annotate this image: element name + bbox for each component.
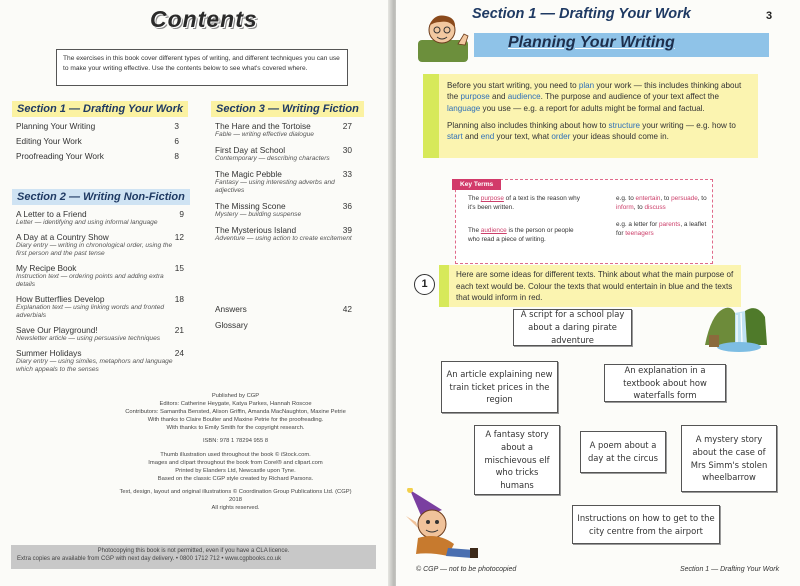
publisher-line: Based on the classic CGP style created by Richard Parsons.	[157, 475, 314, 482]
key-term-word: discuss	[644, 204, 666, 211]
key-term-word: entertain	[635, 195, 661, 202]
text-run: your text, what	[494, 132, 552, 142]
toc-item[interactable]: First Day at School 30 Contemporary — describing characters	[215, 145, 352, 162]
toc-item[interactable]: Planning Your Writing 3	[16, 121, 179, 131]
publisher-line: Printed by Elanders Ltd, Newcastle upon Tyne.	[175, 467, 296, 474]
key-term-example	[616, 220, 708, 238]
intro-paragraph-2	[447, 120, 750, 143]
waterfall-icon	[701, 295, 769, 353]
text-run: . The purpose and audience of your text affect the	[540, 92, 719, 102]
publisher-line: With thanks to Claire Boulter and Maxine Petrie for the proofreading.	[147, 417, 324, 424]
publisher-line: With thanks to Emily Smith for the copyright research.	[166, 425, 305, 432]
key-term-example	[616, 194, 708, 212]
toc-item[interactable]: Summer Holidays 24 Diary entry — using similes, metaphors and language which appeals to the senses	[16, 348, 184, 373]
question-number: 1	[414, 274, 435, 295]
elf-character-icon	[402, 488, 482, 562]
question-text: Here are some ideas for different texts. Think about what the main purpose of each text would be. Colour the texts that would entertain in blue and the texts that would inform in red.	[439, 265, 741, 307]
contents-title: Contents	[150, 6, 258, 32]
highlighted-keyword: order	[551, 132, 571, 142]
left-page	[0, 0, 392, 586]
toc-item[interactable]: The Magic Pebble 33 Fantasy — using interesting adverbs and adjectives	[215, 169, 352, 194]
key-term-definition	[468, 226, 580, 244]
publisher-line: Text, design, layout and original illustrations © Coordination Group Publications Ltd. (CGP) 2018	[119, 488, 352, 504]
page-title: Planning Your Writing	[508, 34, 675, 51]
highlighted-keyword: audience	[507, 92, 541, 102]
highlighted-keyword: language	[447, 103, 481, 113]
toc-item[interactable]: My Recipe Book 15 Instruction text — ordering points and adding extra details	[16, 263, 184, 288]
key-term-word: audience	[480, 227, 507, 234]
highlighted-keyword: structure	[608, 120, 641, 130]
section-1-list	[16, 121, 179, 161]
toc-item-answers[interactable]: Answers 42	[215, 304, 352, 314]
page-number: 3	[766, 10, 773, 22]
publisher-line: All rights reserved.	[211, 505, 260, 512]
text-card-train-tickets[interactable]: An article explaining new train ticket prices in the region	[441, 361, 558, 413]
text-card-mystery-story[interactable]: A mystery story about the case of Mrs Simm's stolen wheelbarrow	[681, 425, 777, 492]
key-term-definition	[468, 194, 580, 212]
section-3-list	[215, 121, 352, 243]
text-run: , to	[660, 195, 672, 202]
text-run: your writing — e.g. how to	[640, 120, 736, 130]
intro-box	[423, 74, 758, 158]
footer-copyright: © CGP — not to be photocopied	[416, 566, 517, 573]
highlighted-keyword: purpose	[460, 92, 490, 102]
text-card-fantasy-story[interactable]: A fantasy story about a mischievous elf who tricks humans	[474, 425, 560, 495]
toc-item[interactable]: Save Our Playground! 21 Newsletter article — using persuasive techniques	[16, 325, 184, 342]
toc-item[interactable]: The Hare and the Tortoise 27 Fable — writing effective dialogue	[215, 121, 352, 138]
highlighted-keyword: end	[480, 132, 495, 142]
publisher-line: Published by CGP	[211, 393, 260, 399]
toc-item[interactable]: The Missing Scone 36 Mystery — building suspense	[215, 201, 352, 218]
publisher-line: Editors: Catherine Heygate, Katya Parkes, Hannah Roscoe	[159, 401, 312, 408]
key-terms-box	[455, 179, 713, 264]
toc-item[interactable]: The Mysterious Island 39 Adventure — using action to create excitement	[215, 225, 352, 242]
text-card-poem[interactable]: A poem about a day at the circus	[580, 431, 666, 473]
key-term-word: teenagers	[625, 230, 654, 237]
text-run: and	[462, 132, 481, 142]
highlighted-keyword: start	[447, 132, 463, 142]
highlighted-keyword: plan	[578, 81, 595, 90]
toc-item[interactable]: A Letter to a Friend 9 Letter — identifying and using informal language	[16, 209, 184, 226]
text-run: Planning also includes thinking about how to	[447, 120, 609, 130]
publisher-line: ISBN: 978 1 78294 955 8	[202, 438, 269, 445]
key-term-word: persuade	[671, 195, 698, 202]
text-run: Before you start writing, you need to	[447, 81, 579, 90]
toc-item[interactable]: A Day at a Country Show 12 Diary entry — writing in chronological order, using the first person and the past tense	[16, 232, 184, 257]
text-run: The	[468, 195, 481, 202]
thumbs-up-character-icon	[412, 10, 474, 66]
toc-item[interactable]: How Butterflies Develop 18 Explanation text — using linking words and fronted adverbials	[16, 294, 184, 319]
publisher-info	[118, 392, 353, 512]
toc-item[interactable]: Editing Your Work 6	[16, 136, 179, 146]
text-run: The	[468, 227, 481, 234]
text-run: , to	[633, 204, 645, 211]
section-2-heading: Section 2 — Writing Non-Fiction	[12, 189, 190, 205]
publisher-line: Thumb illustration used throughout the book © iStock.com.	[160, 451, 311, 458]
publisher-line: Images and clipart throughout the book from Corel® and clipart.com	[148, 459, 323, 466]
section-1-heading: Section 1 — Drafting Your Work	[12, 101, 188, 117]
text-card-school-play[interactable]: A script for a school play about a daring pirate adventure	[513, 309, 632, 346]
toc-item[interactable]: Proofreading Your Work 8	[16, 151, 179, 161]
toc-item-glossary[interactable]: Glossary	[215, 320, 248, 330]
section-3-heading: Section 3 — Writing Fiction	[211, 101, 364, 117]
text-run: e.g. to	[616, 195, 636, 202]
section-2-list	[16, 209, 184, 374]
extras-list	[215, 304, 352, 330]
publisher-line: Contributors: Samantha Bensted, Alison Griffin, Amanda MacNaughton, Maxine Petrie	[125, 409, 346, 416]
text-card-waterfalls[interactable]: An explanation in a textbook about how waterfalls form	[604, 364, 726, 402]
key-term-word: parents	[658, 221, 681, 228]
right-page	[396, 0, 800, 586]
key-term-word: purpose	[480, 195, 504, 202]
footer-section: Section 1 — Drafting Your Work	[680, 566, 780, 573]
key-term-word: inform	[616, 204, 634, 211]
text-run: , to	[697, 195, 707, 202]
section-header: Section 1 — Drafting Your Work	[472, 6, 691, 22]
contents-intro: The exercises in this book cover different types of writing, and different techniques you can use to make your writing effective. Use the contents below to see what's covered where.	[56, 49, 348, 86]
text-run: and	[489, 92, 508, 102]
key-terms-label: Key Terms	[452, 179, 501, 190]
text-run: your ideas should come in.	[570, 132, 669, 142]
text-run: you use — e.g. a report for adults might be formal and factual.	[480, 103, 705, 113]
text-run: of a text is the reason why it's been written.	[468, 195, 580, 211]
text-card-instructions[interactable]: Instructions on how to get to the city centre from the airport	[572, 505, 720, 544]
text-run: e.g. a letter for	[616, 221, 659, 228]
photocopy-notice: Photocopying this book is not permitted, even if you have a CLA licence. Extra copies are available from CGP with next day delivery. • 0800 1712 712 • www.cgpbooks.co.uk	[11, 545, 376, 569]
text-run: , a leaflet for	[616, 221, 707, 237]
intro-paragraph-1	[447, 80, 750, 114]
text-run: is the person or people who read a piece of writing.	[468, 227, 574, 243]
text-run: your work — this includes thinking about the	[447, 81, 742, 102]
